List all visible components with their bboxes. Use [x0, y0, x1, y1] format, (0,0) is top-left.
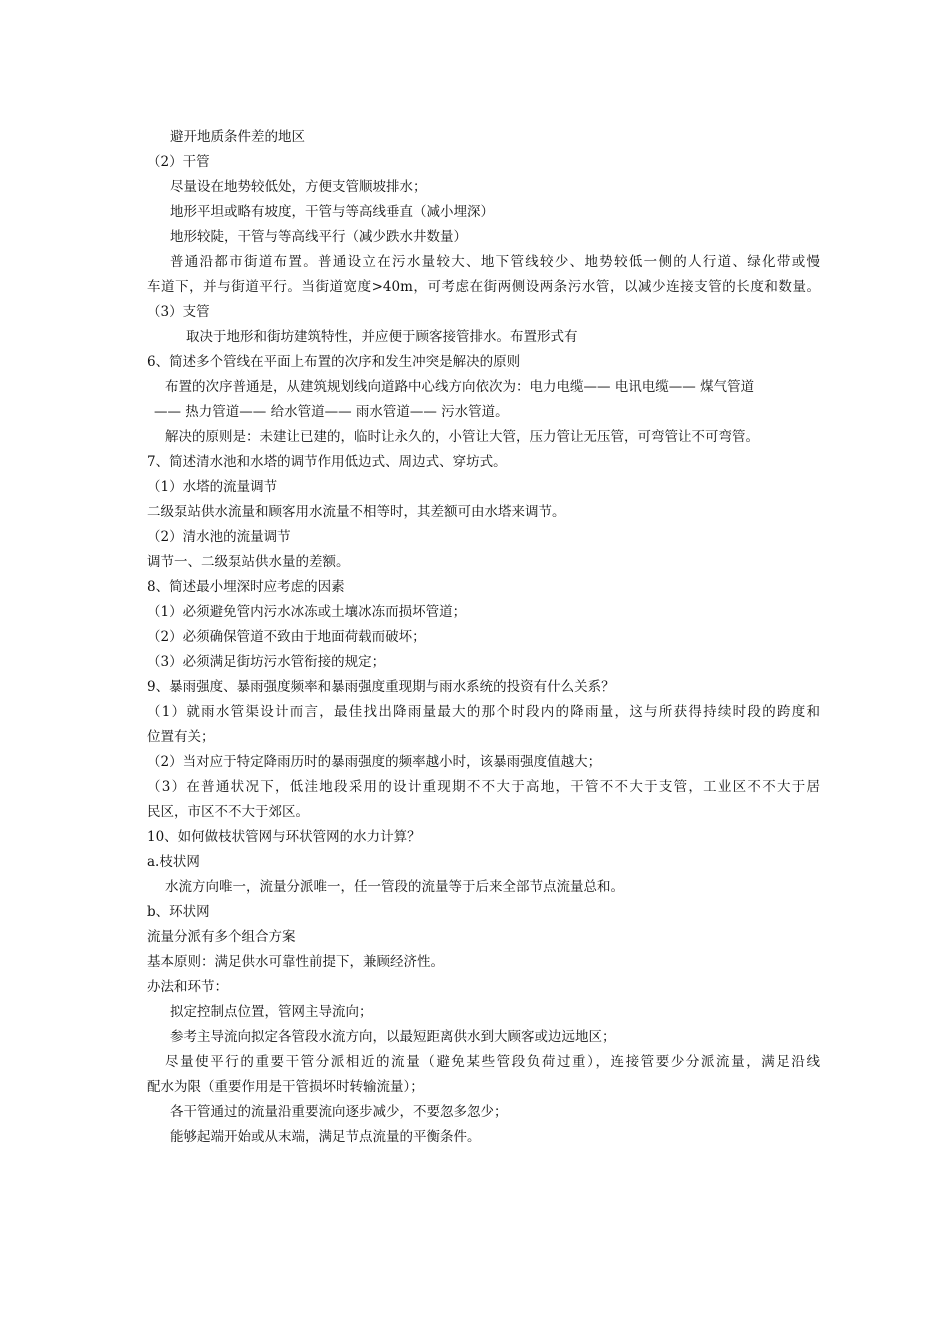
section-heading: （3）支管 [147, 304, 210, 320]
text-line: 民区，市区不不大于郊区。 [147, 804, 309, 820]
text-line: 取决于地形和街坊建筑特性，并应便于顾客接管排水。布置形式有 [186, 329, 578, 345]
text-line: 解决的原则是：未建让已建的，临时让永久的，小管让大管，压力管让无压管，可弯管让不可弯管。 [165, 429, 759, 445]
text-line: 参考主导流向拟定各管段水流方向，以最短距离供水到大顾客或边远地区； [170, 1029, 616, 1045]
text-line: 拟定控制点位置，管网主导流向； [170, 1004, 373, 1020]
text-line: 车道下，并与街道平行。当街道宽度>40m，可考虑在街两侧设两条污水管，以减少连接支管的长度和数量。 [147, 279, 820, 295]
text-line: 地形较陡，干管与等高线平行（减少跌水井数量） [170, 229, 467, 245]
section-heading: b、环状网 [147, 904, 210, 920]
text-line: 办法和环节： [147, 979, 228, 995]
section-heading: a.枝状网 [147, 854, 200, 870]
text-line: （2）当对应于特定降雨历时的暴雨强度的频率越小时，该暴雨强度值越大； [147, 754, 602, 770]
text-line: 调节一、二级泵站供水量的差额。 [147, 554, 350, 570]
question-heading: 8、简述最小埋深时应考虑的因素 [147, 579, 345, 595]
text-line: 各干管通过的流量沿重要流向逐步减少，不要忽多忽少； [170, 1104, 508, 1120]
text-line: 水流方向唯一，流量分派唯一，任一管段的流量等于后来全部节点流量总和。 [165, 879, 624, 895]
section-heading: （2）干管 [147, 154, 210, 170]
text-line: （3）在普通状况下，低洼地段采用的设计重现期不不大于高地，干管不不大于支管，工业区不不大于居 [147, 779, 820, 795]
section-heading: （2）清水池的流量调节 [147, 529, 291, 545]
text-line: 地形平坦或略有坡度，干管与等高线垂直（减小埋深） [170, 204, 494, 220]
question-heading: 7、简述清水池和水塔的调节作用低边式、周边式、穿坊式。 [147, 454, 507, 470]
text-line: 普通沿都市街道布置。普通设立在污水量较大、地下管线较少、地势较低一侧的人行道、绿化带或慢 [170, 254, 820, 270]
text-line: （1）就雨水管渠设计而言，最佳找出降雨量最大的那个时段内的降雨量，这与所获得持续时段的跨度和 [147, 704, 820, 720]
section-heading: （1）水塔的流量调节 [147, 479, 278, 495]
text-line: 布置的次序普通是，从建筑规划线向道路中心线方向依次为：电力电缆—— 电讯电缆—— 煤气管道 [165, 379, 755, 395]
question-heading: 10、如何做枝状管网与环状管网的水力计算？ [147, 829, 421, 845]
text-line: 尽量设在地势较低处，方便支管顺坡排水； [170, 179, 427, 195]
text-line: 尽量使平行的重要干管分派相近的流量（避免某些管段负荷过重），连接管要少分派流量，满足沿线 [165, 1054, 820, 1070]
text-line: 配水为限（重要作用是干管损坏时转输流量）； [147, 1079, 424, 1095]
text-line: （1）必须避免管内污水冰冻或土壤冰冻而损坏管道； [147, 604, 467, 620]
text-line: 能够起端开始或从末端，满足节点流量的平衡条件。 [170, 1129, 481, 1145]
text-line: 避开地质条件差的地区 [170, 129, 305, 145]
question-heading: 6、简述多个管线在平面上布置的次序和发生冲突是解决的原则 [147, 354, 521, 370]
text-line: 位置有关； [147, 729, 215, 745]
text-line: 基本原则：满足供水可靠性前提下，兼顾经济性。 [147, 954, 444, 970]
text-line: （3）必须满足街坊污水管衔接的规定； [147, 654, 386, 670]
text-line: —— 热力管道—— 给水管道—— 雨水管道—— 污水管道。 [154, 404, 509, 420]
question-heading: 9、暴雨强度、暴雨强度频率和暴雨强度重现期与雨水系统的投资有什么关系？ [147, 679, 615, 695]
text-line: （2）必须确保管道不致由于地面荷载而破坏； [147, 629, 426, 645]
text-line: 二级泵站供水流量和顾客用水流量不相等时，其差额可由水塔来调节。 [147, 504, 566, 520]
text-line: 流量分派有多个组合方案 [147, 929, 296, 945]
